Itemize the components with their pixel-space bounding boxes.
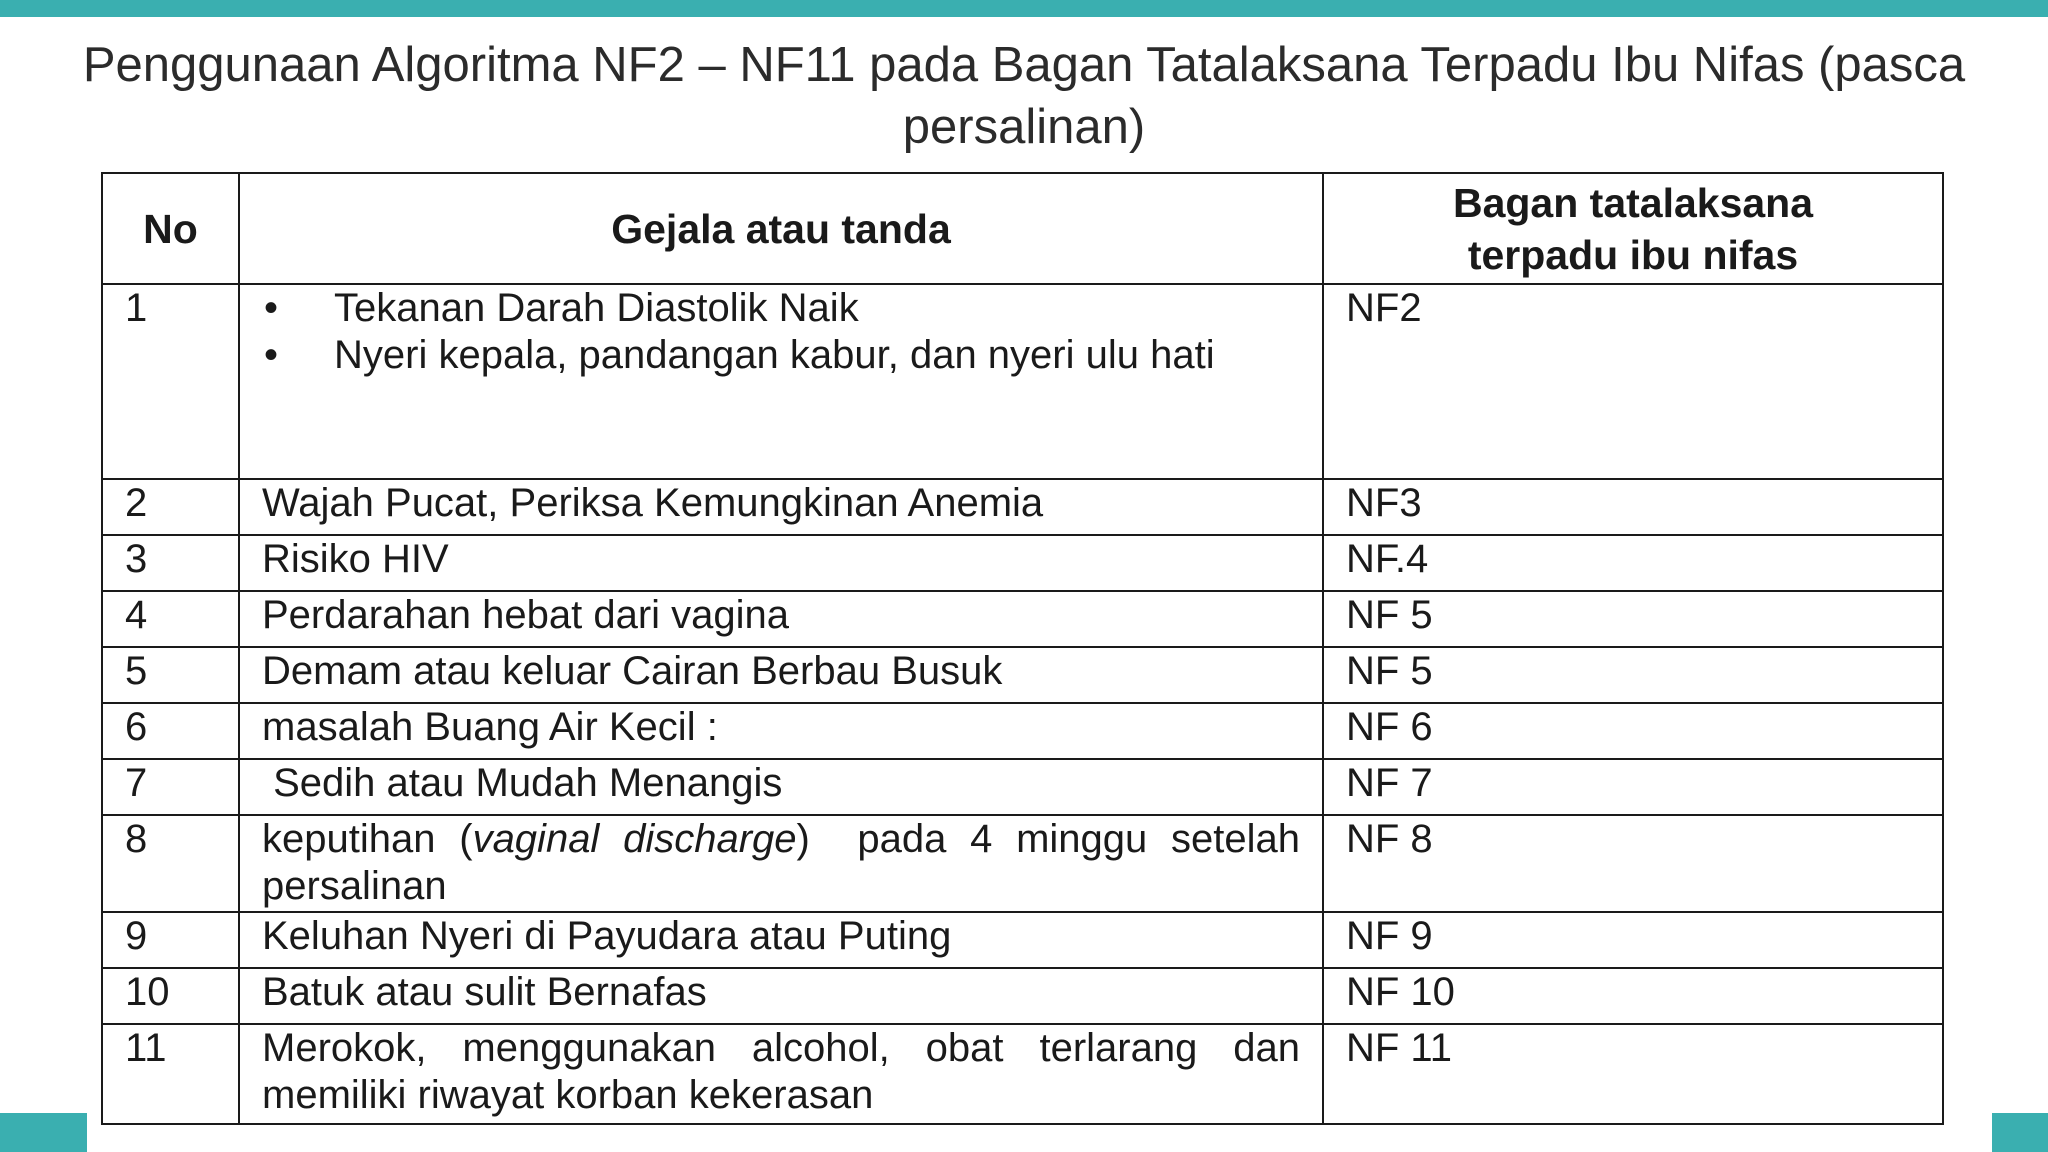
symptom-bullet-item: • Nyeri kepala, pandangan kabur, dan nyeri ulu hati (264, 333, 1215, 377)
row-number: 6 (102, 703, 239, 759)
row-number: 9 (102, 912, 239, 968)
row-number: 1 (102, 284, 239, 479)
table-row (102, 703, 1943, 759)
chart-code: NF 5 (1323, 591, 1943, 647)
chart-code: NF2 (1323, 284, 1943, 479)
table-header-row (102, 173, 1943, 284)
table-row (102, 1024, 1943, 1124)
symptom-cell: keputihan (vaginal discharge) pada 4 minggu setelah persalinan (239, 815, 1323, 912)
symptom-cell (239, 284, 1323, 479)
italic-term: vaginal discharge (472, 817, 797, 861)
symptom-cell: Demam atau keluar Cairan Berbau Busuk (239, 647, 1323, 703)
chart-code: NF 8 (1323, 815, 1943, 912)
chart-code: NF 5 (1323, 647, 1943, 703)
table-row (102, 479, 1943, 535)
header-no: No (102, 173, 239, 284)
symptom-cell: masalah Buang Air Kecil : (239, 703, 1323, 759)
row-number: 4 (102, 591, 239, 647)
bottom-right-accent (1992, 1113, 2048, 1152)
table-row (102, 647, 1943, 703)
symptom-cell: Risiko HIV (239, 535, 1323, 591)
row-number: 7 (102, 759, 239, 815)
symptom-cell: Batuk atau sulit Bernafas (239, 968, 1323, 1024)
bullet-icon: • (264, 286, 279, 330)
chart-code: NF 9 (1323, 912, 1943, 968)
row-number: 8 (102, 815, 239, 912)
table-row (102, 912, 1943, 968)
table-row (102, 815, 1943, 912)
symptom-bullet-item: • Tekanan Darah Diastolik Naik (264, 286, 859, 330)
table-row (102, 591, 1943, 647)
chart-code: NF.4 (1323, 535, 1943, 591)
row-number: 3 (102, 535, 239, 591)
chart-code: NF 11 (1323, 1024, 1943, 1124)
bottom-left-accent (0, 1113, 87, 1152)
table-row (102, 535, 1943, 591)
chart-code: NF 10 (1323, 968, 1943, 1024)
table-row (102, 759, 1943, 815)
table-row (102, 968, 1943, 1024)
header-chart: Bagan tatalaksana terpadu ibu nifas (1323, 173, 1943, 284)
symptom-bullet-list (262, 285, 1300, 379)
header-symptom: Gejala atau tanda (239, 173, 1323, 284)
symptom-cell: Merokok, menggunakan alcohol, obat terlarang dan memiliki riwayat korban kekerasan (239, 1024, 1323, 1124)
symptom-cell: Keluhan Nyeri di Payudara atau Puting (239, 912, 1323, 968)
row-number: 11 (102, 1024, 239, 1124)
chart-code: NF3 (1323, 479, 1943, 535)
row-number: 5 (102, 647, 239, 703)
row-number: 10 (102, 968, 239, 1024)
row-number: 2 (102, 479, 239, 535)
table-row (102, 284, 1943, 479)
symptom-cell: Perdarahan hebat dari vagina (239, 591, 1323, 647)
symptom-cell: Wajah Pucat, Periksa Kemungkinan Anemia (239, 479, 1323, 535)
slide-title: Penggunaan Algoritma NF2 – NF11 pada Bagan Tatalaksana Terpadu Ibu Nifas (pasca persalinan) (82, 38, 1966, 154)
bullet-icon: • (264, 333, 279, 377)
chart-code: NF 7 (1323, 759, 1943, 815)
algorithm-table (101, 172, 1942, 1123)
symptom-cell: Sedih atau Mudah Menangis (239, 759, 1323, 815)
chart-code: NF 6 (1323, 703, 1943, 759)
top-accent-bar (0, 0, 2048, 17)
